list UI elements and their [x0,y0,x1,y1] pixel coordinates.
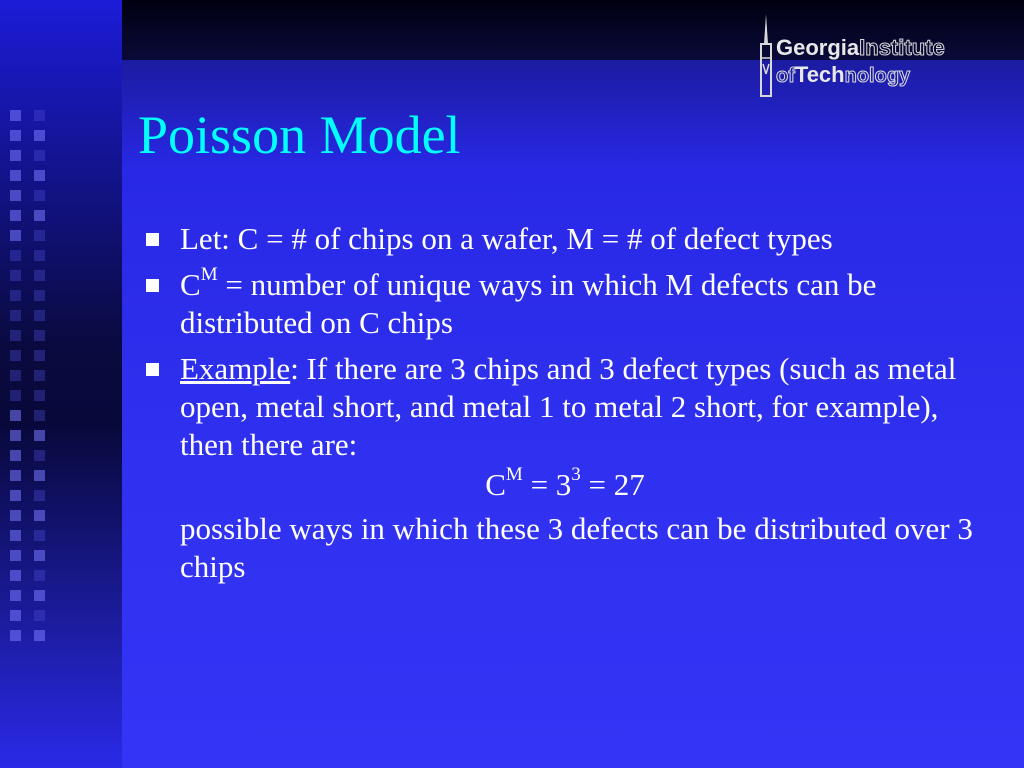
square-bullet-icon [146,363,159,376]
bullet-text: Let: C = # of chips on a wafer, M = # of defect types [180,221,833,256]
formula [140,463,950,504]
square-bullet-icon [146,279,159,292]
formula-result: = 27 [580,467,645,502]
formula-exponent: 3 [571,463,581,485]
example-label: Example [180,351,291,386]
bullet-item [140,220,990,258]
slide-body [140,220,990,586]
bullet-text: : If there are 3 chips and 3 defect types (such as metal open, metal short, and metal 1 to metal 2 short, for example), then there are: [180,351,957,462]
logo-of: of [776,65,795,87]
formula-base: C [485,467,506,502]
bullet-text-base: C [180,267,201,302]
bullet-text: = number of unique ways in which M defects can be distributed on C chips [180,267,877,340]
bullet-item [140,350,990,464]
formula-equals: = 3 [522,467,572,502]
square-bullet-icon [146,233,159,246]
logo-nology: nology [844,65,911,87]
tower-icon [754,14,778,100]
georgia-tech-logo [752,14,1014,100]
formula-explanation: possible ways in which these 3 defects can be distributed over 3 chips [180,511,973,584]
logo-georgia: Georgia [776,35,860,60]
superscript: M [200,263,218,285]
slide-title: Poisson Model [138,105,461,165]
logo-tech: Tech [794,62,845,87]
formula-superscript: M [505,463,523,485]
logo-institute: Institute [859,35,945,60]
left-decorative-strip [0,0,122,768]
bullet-item [140,263,990,342]
